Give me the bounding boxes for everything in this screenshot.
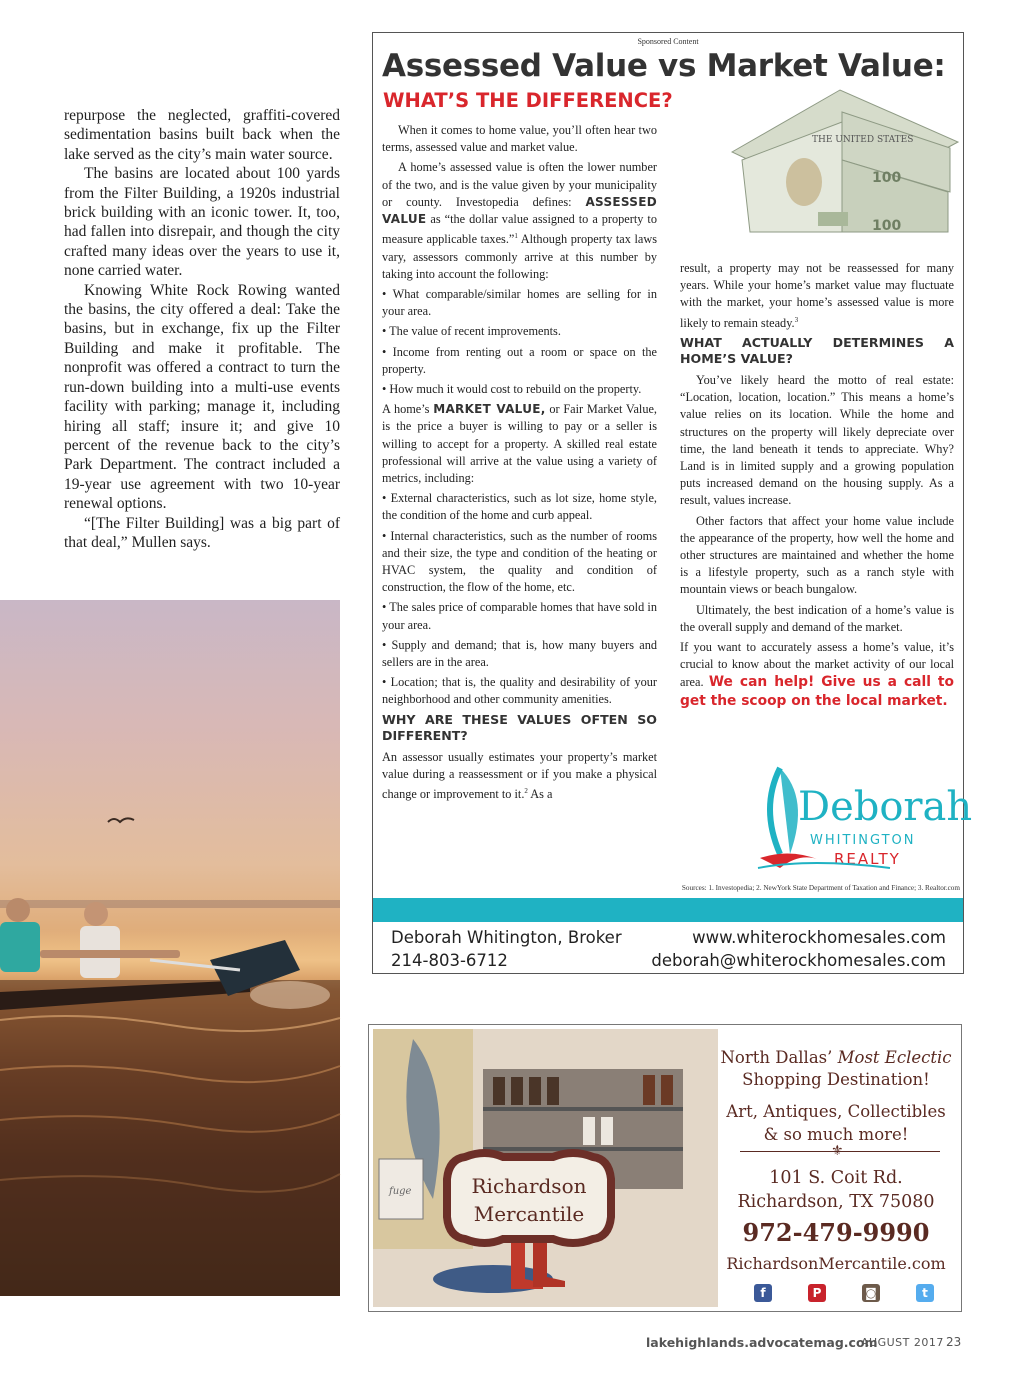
ad-paragraph: An assessor usually estimates your property’s market value during a reassessment or if you make a physical change or improvement to it.$^2$ As a: [382, 749, 657, 802]
svg-text:100: 100: [872, 170, 902, 186]
broker-website-link[interactable]: www.whiterockhomesales.com: [692, 928, 946, 947]
logo-name: Deborah: [798, 784, 973, 830]
footer-site: lakehighlands.advocatemag.com: [646, 1335, 878, 1350]
ad-paragraph: A home’s MARKET VALUE, or Fair Market Value, is the price a buyer is willing to pay or a seller is willing to accept for a property. A skilled real estate professional will arrive at the value using a variety of metrics, including:: [382, 402, 657, 485]
logo-line2: WHITINGTON: [810, 833, 916, 848]
rowing-photo: [0, 600, 340, 1296]
bullet-item: • Income from renting out a room or space on the property.: [382, 344, 657, 376]
seagull-icon: [108, 818, 134, 822]
heading-why-different: WHY ARE THESE VALUES OFTEN SO DIFFERENT?: [382, 711, 657, 744]
heading-what-determines: WHAT ACTUALLY DETERMINES A HOME’S VALUE?: [680, 334, 954, 367]
logo-line3: REALTY: [834, 850, 901, 868]
twitter-icon[interactable]: t: [916, 1284, 934, 1302]
bullet-item: • How much it would cost to rebuild on the property.: [382, 381, 642, 396]
broker-email-link[interactable]: deborah@whiterockhomesales.com: [651, 951, 946, 970]
sign-line-1: Richardson: [471, 1174, 587, 1198]
article-text: [64, 106, 340, 552]
ad-paragraph: Other factors that affect your home value include the appearance of the property, how well the home and other structures are maintained and whether the home is a lifestyle property, such as a ranch style with mountain views or beach bungalow.: [680, 513, 954, 597]
chalkboard-text: fuge: [389, 1186, 412, 1197]
ad-subtitle: WHAT’S THE DIFFERENCE?: [383, 89, 673, 112]
article-paragraph: The basins are located about 100 yards from the Filter Building, a 1920s industrial brick building with an iconic tower. It, too, had fallen into disrepair, and though the city crafted many ideas over the years to use it, none carried water.: [64, 165, 340, 280]
page-number: 23: [946, 1335, 962, 1349]
ad-title: Assessed Value vs Market Value:: [382, 48, 946, 84]
article-paragraph: repurpose the neglected, graffiti-covered sedimentation basins built back when the lake served as the city’s main water source.: [64, 107, 340, 163]
call-to-action: We can help! Give us a call to get the scoop on the local market.: [680, 674, 954, 709]
ad-paragraph: Ultimately, the best indication of a home’s value is the overall supply and demand of the market.: [680, 602, 954, 634]
ad-paragraph: When it comes to home value, you’ll often hear two terms, assessed value and market value.: [382, 123, 657, 155]
bullet-item: • The value of recent improvements.: [382, 324, 561, 339]
ad-column-2: [680, 260, 954, 713]
sources-note: Sources: 1. Investopedia; 2. NewYork State Department of Taxation and Finance; 3. Realtor.com: [681, 884, 960, 892]
ad-column-1: [382, 122, 657, 806]
instagram-icon[interactable]: ◙: [862, 1284, 880, 1302]
mercantile-phone[interactable]: 972-479-9990: [742, 1218, 930, 1247]
bullet-item: • Supply and demand; that is, how many buyers and sellers are in the area.: [382, 637, 657, 669]
mercantile-address: 101 S. Coit Rd. Richardson, TX 75080: [737, 1168, 935, 1212]
svg-text:100: 100: [872, 218, 902, 234]
broker-name: Deborah Whitington, Broker: [391, 928, 622, 947]
fleur-de-lis-icon: ⚜: [831, 1144, 844, 1159]
article-paragraph: “[The Filter Building] was a big part of that deal,” Mullen says.: [64, 514, 340, 551]
ad-paragraph: If you want to accurately assess a home’s value, it’s crucial to know about the market activity of our local area. We can help! Give us a call to get the scoop on the local market.: [680, 639, 954, 709]
broker-phone[interactable]: 214-803-6712: [391, 951, 508, 970]
keyword-assessed-value: ASSESSED VALUE: [382, 194, 657, 227]
bullet-item: • The sales price of comparable homes that have sold in your area.: [382, 600, 657, 632]
mercantile-tagline: North Dallas’ Most Eclectic Shopping Destination!: [720, 1048, 952, 1089]
mercantile-website-link[interactable]: RichardsonMercantile.com: [726, 1254, 946, 1273]
svg-text:THE UNITED STATES: THE UNITED STATES: [812, 135, 914, 145]
bullet-item: • External characteristics, such as lot size, home style, the condition of the home and curb appeal.: [382, 491, 657, 523]
money-house-image: [722, 82, 964, 250]
bullet-item: • Internal characteristics, such as the number of rooms and their size, the type and condition of the heating or HVAC system, the quality and condition of construction, the flow of the home, etc.: [382, 528, 657, 595]
sign-line-2: Mercantile: [473, 1202, 585, 1226]
bullet-item: • Location; that is, the quality and desirability of your neighborhood and other community amenities.: [382, 675, 657, 707]
mercantile-items: Art, Antiques, Collectibles & so much more!: [726, 1102, 946, 1144]
keyword-market-value: MARKET VALUE,: [433, 402, 546, 417]
facebook-icon[interactable]: f: [754, 1284, 772, 1302]
article-paragraph: Knowing White Rock Rowing wanted the basins, the city offered a deal: Take the basins, but in exchange, fix up the Filter Building and make it profitable. The nonprofit was offered a contract to turn the run-down building into a multi-use events facility with parking; manage it, including hiring all staff; insure it; and give 10 percent of the revenue back to the city’s Park Department. The contract included a 19-year use agreement with two 10-year renewal options.: [64, 281, 340, 513]
deborah-whitington-logo: [750, 758, 973, 878]
bullet-item: • What comparable/similar homes are selling for in your area.: [382, 286, 657, 319]
ad-paragraph: You’ve likely heard the motto of real estate: “Location, location, location.” This means a home’s value relies on its location. While the home and structures on the property will likely depreciate over time, the land beneath it tends to appreciate. Why? Land is in limited supply and a growing population puts increased demand on the housing supply. As a result, values increase.: [680, 372, 954, 508]
ad-paragraph: A home’s assessed value is often the lower number of the two, and is the value given by your municipality or county. Investopedia defines: ASSESSED VALUE as “the dollar value assigned to a property to measure applicable taxes.”$^1$ Although property tax laws vary, assessors commonly arrive at this number by taking into account the following:: [382, 160, 657, 281]
mercantile-store-photo: [373, 1029, 718, 1307]
sponsored-label: Sponsored Content: [637, 37, 699, 46]
footer-date: AUGUST 2017: [861, 1336, 944, 1349]
teal-divider-bar: [373, 898, 963, 922]
pinterest-icon[interactable]: P: [808, 1284, 826, 1302]
ad-paragraph: result, a property may not be reassessed for many years. While your home’s market value may fluctuate with the market, your home’s assessed value is more likely to remain steady.$^3$: [680, 261, 954, 330]
